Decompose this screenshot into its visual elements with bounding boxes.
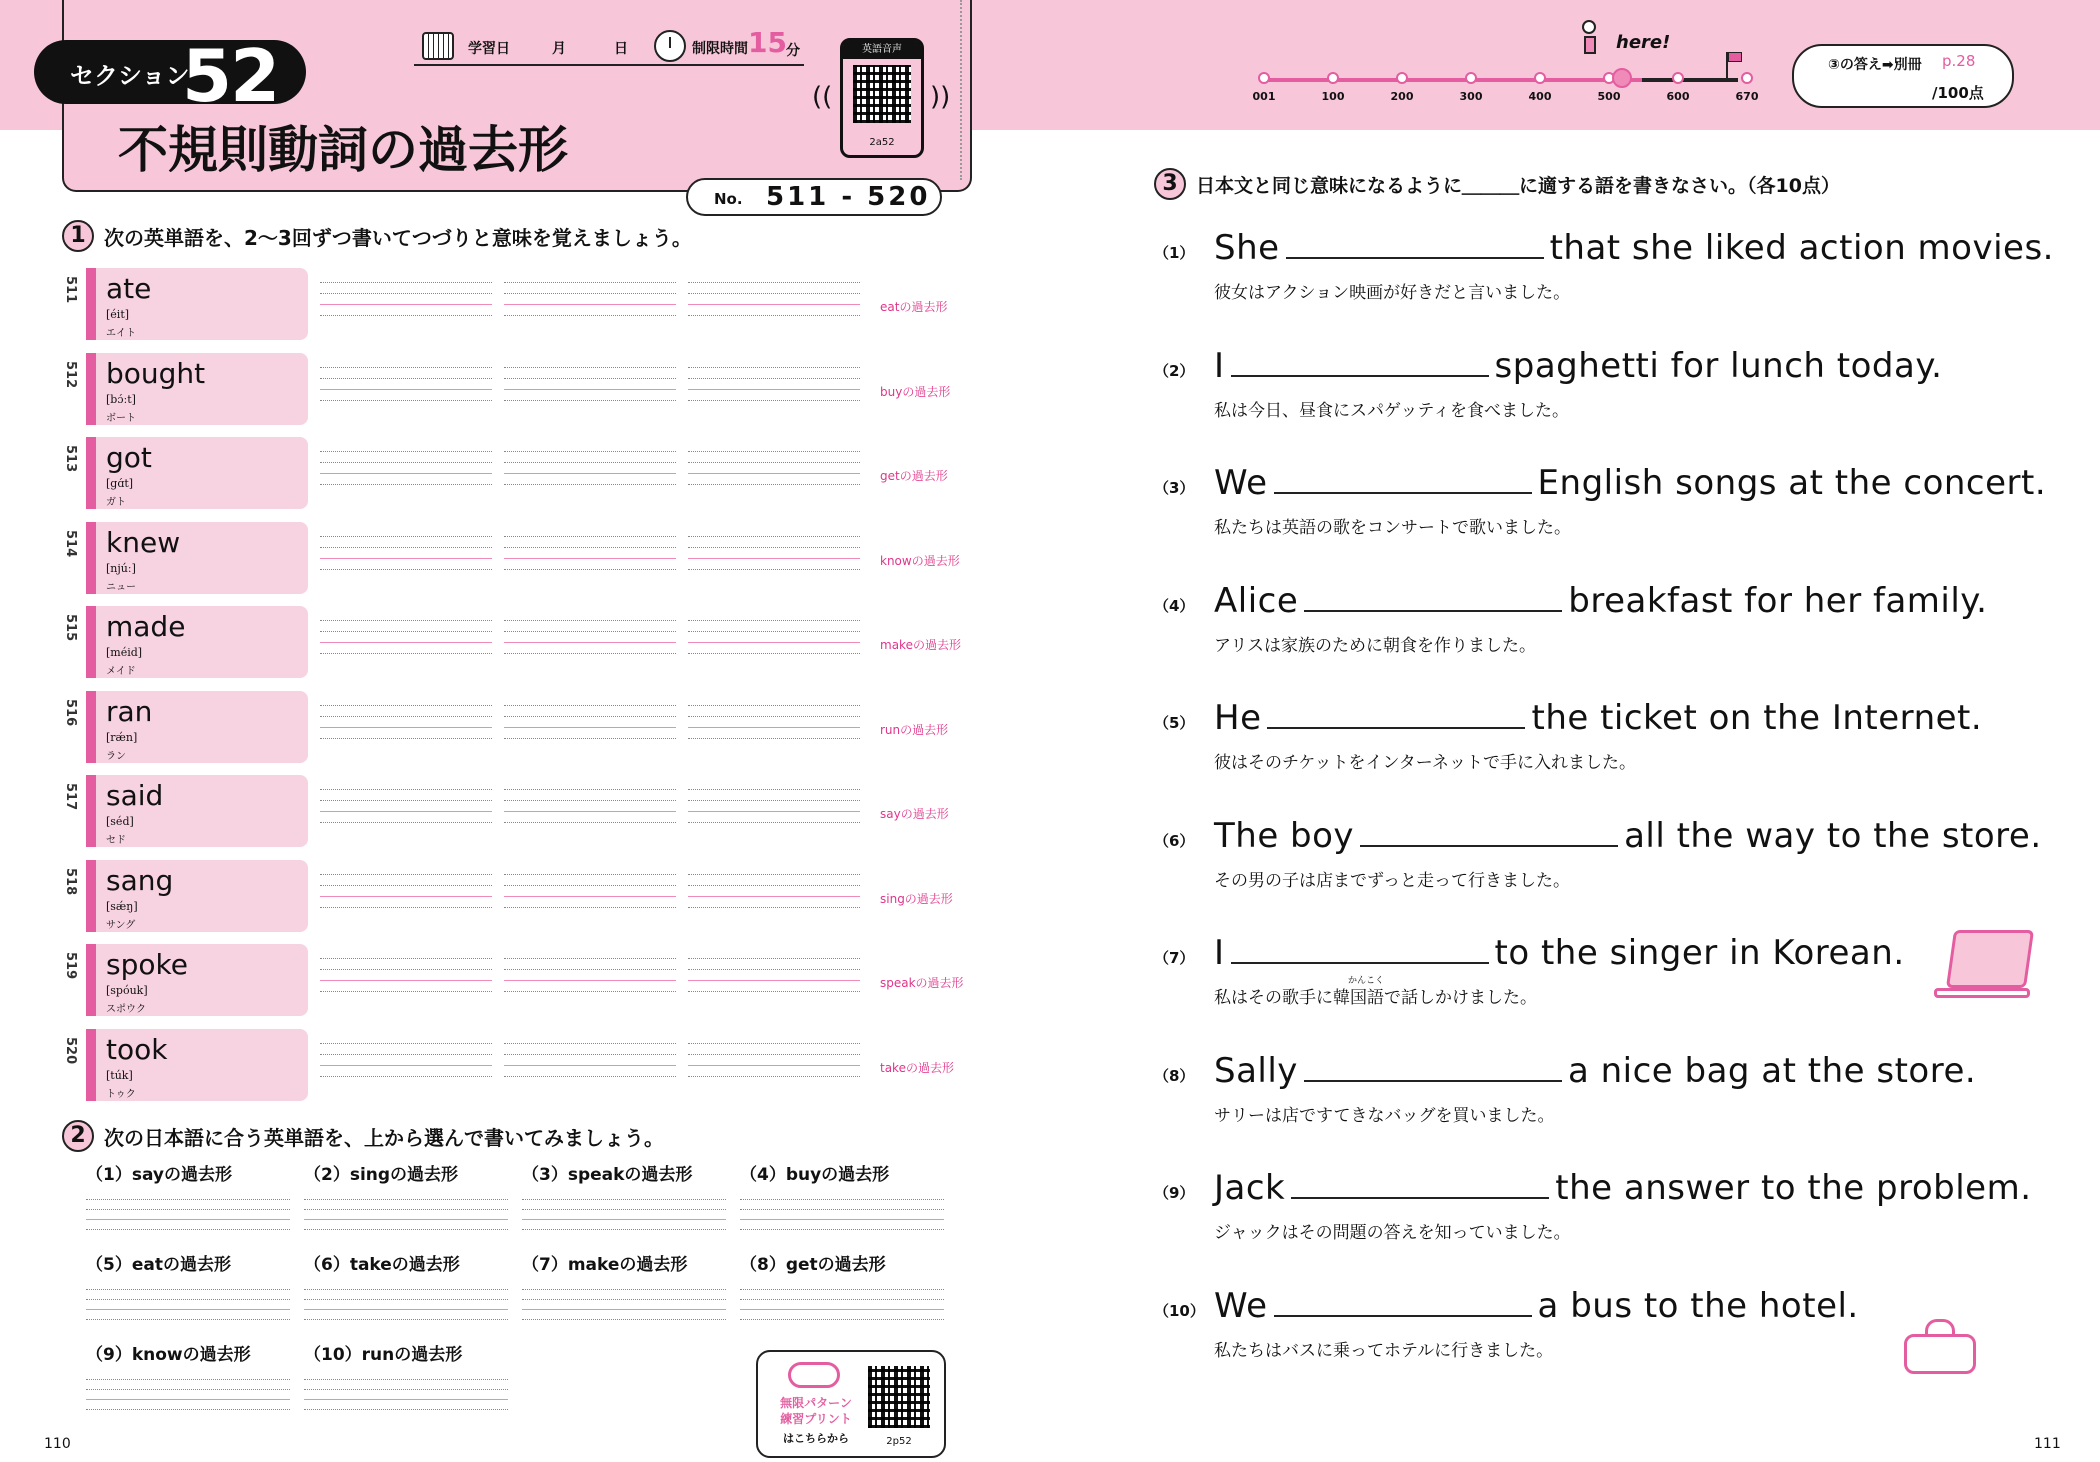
answer-blank[interactable]: [1291, 1169, 1549, 1199]
katakana-reading: エイト: [106, 328, 136, 339]
word-range-badge: [686, 178, 942, 216]
question-english: [1214, 228, 2054, 268]
pronunciation: [bɔ́ːt]: [106, 392, 136, 406]
writing-lines[interactable]: [504, 789, 676, 837]
section-badge: [34, 34, 306, 118]
answer-blank[interactable]: [1274, 464, 1532, 494]
question-japanese: 私はその歌手に韓国語で話しかけました。: [1214, 988, 1537, 1008]
q2-answer-lines[interactable]: [740, 1199, 944, 1230]
word-number: 520: [63, 1036, 78, 1064]
english-word: spoke: [106, 948, 188, 981]
progress-tick-label: 200: [1390, 90, 1414, 103]
progress-tick: [1396, 72, 1408, 84]
page-number-right: 111: [2034, 1436, 2061, 1452]
question-number: （7）: [1154, 949, 1195, 967]
section3-instruction: [1154, 168, 1840, 200]
writing-lines[interactable]: [688, 536, 860, 584]
question-english: [1214, 933, 1905, 973]
word-number: 514: [63, 529, 78, 557]
pronunciation: [spóuk]: [106, 984, 148, 997]
word-number: 513: [63, 445, 78, 473]
answer-blank[interactable]: [1360, 817, 1618, 847]
word-row: [62, 606, 974, 678]
question-post: breakfast for her family.: [1568, 580, 1988, 621]
question-english: [1214, 816, 2042, 856]
word-row: [62, 522, 974, 594]
word-number: 511: [63, 276, 78, 304]
question-item: [1150, 933, 2050, 1023]
word-meaning: singの過去形: [880, 891, 953, 906]
progress-remaining: [1642, 78, 1738, 82]
question-number: （6）: [1154, 831, 1195, 850]
word-card: [86, 860, 308, 932]
q2-label: （1）sayの過去形: [86, 1165, 232, 1185]
writing-lines[interactable]: [504, 282, 676, 330]
audio-label: 英語音声: [843, 41, 921, 59]
question-number: （2）: [1154, 361, 1195, 380]
q2-item: [522, 1160, 726, 1239]
q2-item: [86, 1160, 290, 1239]
q2-answer-lines[interactable]: [86, 1289, 290, 1320]
english-word: bought: [106, 356, 206, 390]
question-post: spaghetti for lunch today.: [1494, 345, 1943, 386]
question-pre: We: [1214, 463, 1268, 503]
question-japanese: その男の子は店までずっと走って行きました。: [1214, 870, 1570, 891]
word-number: 517: [63, 783, 78, 811]
word-card: [86, 775, 308, 847]
writing-lines[interactable]: [688, 789, 860, 837]
writing-lines[interactable]: [504, 451, 676, 499]
study-date-label: 学習日: [468, 41, 510, 57]
english-word: ate: [106, 272, 152, 305]
word-meaning: getの過去形: [880, 469, 948, 483]
word-row: [62, 268, 974, 340]
writing-lines[interactable]: [688, 705, 860, 753]
word-row: [62, 1029, 974, 1101]
word-card: [86, 268, 308, 340]
question-pre: He: [1214, 698, 1262, 738]
word-card: [86, 437, 308, 509]
answer-blank[interactable]: [1274, 1287, 1532, 1317]
katakana-reading: サング: [106, 919, 136, 931]
runners-icon: [1574, 20, 1610, 68]
question-post: English songs at the concert.: [1537, 463, 2047, 503]
word-meaning: makeの過去形: [880, 638, 961, 652]
time-limit-label: 制限時間: [692, 41, 748, 57]
question-post: that she liked action movies.: [1549, 228, 2054, 268]
word-meaning: sayの過去形: [880, 807, 949, 821]
katakana-reading: メイド: [106, 666, 136, 677]
katakana-reading: ガト: [106, 497, 126, 508]
q2-item: [522, 1250, 726, 1329]
katakana-reading: ラン: [106, 750, 126, 762]
question-pre: Alice: [1214, 580, 1299, 621]
katakana-reading: セド: [106, 835, 126, 846]
range-value: 511 - 520: [766, 182, 931, 212]
progress-tick: [1741, 72, 1753, 84]
q2-label: （10）runの過去形: [304, 1345, 463, 1365]
question-number: （5）: [1154, 714, 1195, 732]
print-line2: 練習プリント: [780, 1412, 852, 1426]
question-english: [1214, 1051, 1976, 1091]
question-item: [1150, 816, 2050, 906]
question-post: to the singer in Korean.: [1494, 933, 1905, 973]
english-word: ran: [106, 694, 153, 728]
writing-lines[interactable]: [504, 367, 676, 415]
q2-item: [86, 1250, 290, 1329]
pronunciation: [méid]: [106, 646, 143, 659]
q2-label: （6）takeの過去形: [304, 1255, 460, 1275]
question-pre: We: [1214, 1285, 1268, 1326]
pronunciation: [túk]: [106, 1068, 133, 1082]
word-meaning: takeの過去形: [880, 1060, 954, 1075]
page-title: 不規則動詞の過去形: [118, 121, 568, 179]
writing-lines[interactable]: [504, 958, 676, 1006]
time-limit-value: 15: [748, 26, 787, 59]
question-pre: She: [1214, 228, 1280, 268]
q2-answer-lines[interactable]: [522, 1289, 726, 1320]
word-card: [86, 691, 308, 763]
infinity-icon: [788, 1362, 840, 1388]
q2-answer-lines[interactable]: [522, 1199, 726, 1230]
pronunciation: [gɑ́t]: [106, 477, 134, 490]
writing-lines[interactable]: [320, 705, 492, 753]
pronunciation: [éit]: [106, 308, 130, 321]
stopwatch-icon: [654, 30, 686, 62]
laptop-base: [1934, 988, 2030, 998]
word-meaning: speakの過去形: [880, 976, 964, 990]
progress-tick-label: 670: [1735, 90, 1759, 103]
question-item: [1150, 1051, 2050, 1141]
print-line1: 無限パターン: [780, 1396, 852, 1410]
writing-lines[interactable]: [688, 451, 860, 499]
progress-tick-label: 001: [1252, 90, 1276, 103]
progress-tick: [1327, 72, 1339, 84]
writing-lines[interactable]: [504, 536, 676, 584]
question-japanese: ジャックはその問題の答えを知っていました。: [1214, 1223, 1571, 1243]
print-line3: はこちらから: [783, 1432, 849, 1445]
laptop-icon: [1946, 930, 2034, 988]
score-label: /100点: [1932, 84, 1984, 102]
question-japanese: アリスは家族のために朝食を作りました。: [1214, 635, 1536, 656]
question-pre: I: [1214, 933, 1225, 973]
writing-lines[interactable]: [688, 282, 860, 330]
q2-item: [86, 1340, 290, 1419]
question-pre: The boy: [1214, 815, 1355, 856]
print-qr-code-icon[interactable]: [868, 1366, 930, 1428]
question-japanese: 私たちは英語の歌をコンサートで歌いました。: [1214, 518, 1571, 538]
time-unit: 分: [786, 43, 800, 59]
q2-answer-lines[interactable]: [304, 1289, 508, 1320]
writing-lines[interactable]: [320, 874, 492, 922]
range-no-label: No.: [714, 190, 743, 208]
word-number: 518: [63, 867, 78, 895]
question-post: all the way to the store.: [1624, 815, 2042, 856]
calendar-icon: [422, 32, 454, 60]
question-number: （10）: [1154, 1301, 1205, 1320]
katakana-reading: ニュー: [106, 581, 136, 593]
answer-line1: ③の答え➡別冊: [1828, 57, 1922, 73]
english-word: sang: [106, 863, 174, 897]
q2-item: [304, 1250, 508, 1329]
writing-lines[interactable]: [320, 1043, 492, 1091]
word-row: [62, 353, 974, 425]
katakana-reading: スポウク: [106, 1004, 146, 1015]
q2-item: [304, 1340, 508, 1419]
katakana-reading: トゥク: [106, 1088, 136, 1100]
writing-lines[interactable]: [504, 874, 676, 922]
section3-instruction-text: 日本文と同じ意味になるように＿＿＿に適する語を書きなさい。（各10点）: [1196, 174, 1840, 197]
word-card: [86, 944, 308, 1016]
section-label: セクション: [70, 62, 190, 90]
word-number: 515: [63, 614, 78, 642]
q2-item: [740, 1250, 944, 1329]
question-japanese: 彼女はアクション映画が好きだと言いました。: [1214, 283, 1571, 303]
q2-label: （2）singの過去形: [304, 1165, 459, 1185]
audio-qr-card[interactable]: [840, 38, 924, 158]
word-meaning: runの過去形: [880, 722, 949, 737]
answer-page: p.28: [1942, 52, 1976, 70]
answer-blank[interactable]: [1304, 1052, 1562, 1082]
sound-wave-left-icon: ((: [812, 82, 833, 112]
q2-item: [740, 1160, 944, 1239]
writing-lines[interactable]: [320, 536, 492, 584]
question-japanese: サリーは店ですてきなバッグを買いました。: [1214, 1105, 1555, 1126]
english-word: knew: [106, 525, 181, 559]
q2-label: （4）buyの過去形: [740, 1165, 890, 1185]
question-pre: I: [1214, 345, 1225, 386]
writing-lines[interactable]: [688, 958, 860, 1006]
word-number: 516: [63, 698, 78, 726]
writing-lines[interactable]: [504, 620, 676, 668]
question-item: [1150, 1168, 2050, 1258]
bag-icon: [1904, 1334, 1976, 1374]
section1-number: 1: [62, 220, 94, 252]
section2-number: 2: [62, 1120, 94, 1152]
question-japanese: 彼はそのチケットをインターネットで手に入れました。: [1214, 753, 1636, 773]
writing-lines[interactable]: [320, 451, 492, 499]
answer-blank[interactable]: [1286, 229, 1544, 259]
section-number: 52: [182, 34, 279, 118]
progress-tick: [1672, 72, 1684, 84]
answer-reference-box: [1792, 44, 2014, 108]
word-meaning: buyの過去形: [880, 384, 951, 399]
english-word: took: [106, 1032, 168, 1066]
print-code: 2p52: [886, 1436, 912, 1447]
q2-answer-lines[interactable]: [86, 1199, 290, 1230]
current-position-marker: [1612, 68, 1632, 88]
word-card: [86, 606, 308, 678]
english-word: made: [106, 610, 186, 643]
progress-tick-label: 300: [1459, 90, 1483, 103]
progress-tick: [1465, 72, 1477, 84]
pronunciation: [rǽn]: [106, 730, 138, 744]
word-card: [86, 522, 308, 594]
answer-blank[interactable]: [1231, 347, 1489, 377]
question-pre: Sally: [1214, 1050, 1298, 1091]
question-japanese: 私は今日、昼食にスパゲッティを食べました。: [1214, 400, 1569, 421]
section1-instruction: [62, 220, 692, 252]
header-divider: [414, 64, 804, 66]
progress-tick: [1258, 72, 1270, 84]
q2-answer-lines[interactable]: [86, 1379, 290, 1410]
writing-lines[interactable]: [688, 367, 860, 415]
question-number: （8）: [1154, 1066, 1195, 1085]
q2-label: （3）speakの過去形: [522, 1165, 693, 1185]
word-card: [86, 1029, 308, 1101]
question-item: [1150, 463, 2050, 553]
question-pre: Jack: [1214, 1168, 1286, 1208]
question-item: [1150, 698, 2050, 788]
writing-lines[interactable]: [688, 620, 860, 668]
word-row: [62, 437, 974, 509]
answer-blank[interactable]: [1231, 934, 1489, 964]
question-post: the ticket on the Internet.: [1531, 698, 1983, 738]
english-word: said: [106, 779, 164, 812]
word-row: [62, 944, 974, 1016]
question-post: the answer to the problem.: [1555, 1168, 2032, 1208]
writing-lines[interactable]: [320, 958, 492, 1006]
pronunciation: [séd]: [106, 815, 134, 828]
goal-flag-icon: [1726, 52, 1728, 78]
word-number: 519: [63, 952, 78, 980]
audio-code: 2a52: [869, 137, 895, 148]
answer-blank[interactable]: [1267, 699, 1525, 729]
progress-tick-label: 500: [1597, 90, 1621, 103]
qr-code-icon[interactable]: [853, 65, 911, 123]
question-english: [1214, 346, 1942, 386]
answer-blank[interactable]: [1304, 582, 1562, 612]
question-japanese: 私たちはバスに乗ってホテルに行きました。: [1214, 1340, 1554, 1361]
katakana-reading: ボート: [106, 412, 136, 424]
writing-lines[interactable]: [688, 874, 860, 922]
word-meaning: eatの過去形: [880, 300, 948, 314]
q2-answer-lines[interactable]: [304, 1199, 508, 1230]
question-number: （3）: [1154, 479, 1195, 497]
question-english: [1214, 698, 1982, 738]
word-meaning: knowの過去形: [880, 553, 960, 568]
question-item: [1150, 228, 2054, 318]
section2-instruction: [62, 1120, 664, 1152]
progress-tick-label: 100: [1321, 90, 1345, 103]
word-row: [62, 691, 974, 763]
question-number: （9）: [1154, 1184, 1195, 1202]
question-item: [1150, 581, 2050, 671]
writing-lines[interactable]: [504, 705, 676, 753]
writing-lines[interactable]: [504, 1043, 676, 1091]
pronunciation: [sǽŋ]: [106, 899, 138, 913]
writing-lines[interactable]: [320, 789, 492, 837]
q2-answer-lines[interactable]: [740, 1289, 944, 1320]
question-english: [1214, 581, 1987, 621]
section3-number: 3: [1154, 168, 1186, 200]
question-english: [1214, 463, 2046, 503]
writing-lines[interactable]: [320, 367, 492, 415]
section1-instruction-text: 次の英単語を、2〜3回ずつ書いてつづりと意味を覚えましょう。: [104, 225, 692, 250]
question-number: （1）: [1154, 244, 1195, 262]
progress-tick: [1534, 72, 1546, 84]
day-label: 日: [614, 41, 628, 57]
month-label: 月: [552, 41, 566, 57]
q2-label: （5）eatの過去形: [86, 1255, 231, 1275]
q2-item: [304, 1160, 508, 1239]
writing-lines[interactable]: [688, 1043, 860, 1091]
section2-instruction-text: 次の日本語に合う英単語を、上から選んで書いてみましょう。: [104, 1125, 664, 1150]
q2-label: （9）knowの過去形: [86, 1345, 251, 1365]
word-row: [62, 860, 974, 932]
writing-lines[interactable]: [320, 620, 492, 668]
question-number: （4）: [1154, 596, 1195, 615]
word-row: [62, 775, 974, 847]
question-post: a bus to the hotel.: [1537, 1285, 1859, 1326]
word-card: [86, 353, 308, 425]
writing-lines[interactable]: [320, 282, 492, 330]
question-english: [1214, 1286, 1859, 1326]
word-number: 512: [63, 360, 78, 388]
q2-label: （8）getの過去形: [740, 1255, 886, 1275]
q2-label: （7）makeの過去形: [522, 1255, 688, 1275]
q2-answer-lines[interactable]: [304, 1379, 508, 1410]
sound-wave-right-icon: )): [930, 82, 951, 112]
progress-tick-label: 400: [1528, 90, 1552, 103]
practice-print-box[interactable]: [756, 1350, 946, 1458]
english-word: got: [106, 441, 152, 474]
page-number-left: 110: [44, 1436, 71, 1452]
ruby-text: かんこく: [1348, 976, 1385, 986]
question-post: a nice bag at the store.: [1567, 1050, 1977, 1091]
pronunciation: [njúː]: [106, 561, 136, 575]
here-label: here!: [1616, 32, 1671, 53]
question-english: [1214, 1168, 2032, 1208]
progress-tick-label: 600: [1666, 90, 1690, 103]
question-item: [1150, 346, 2050, 436]
